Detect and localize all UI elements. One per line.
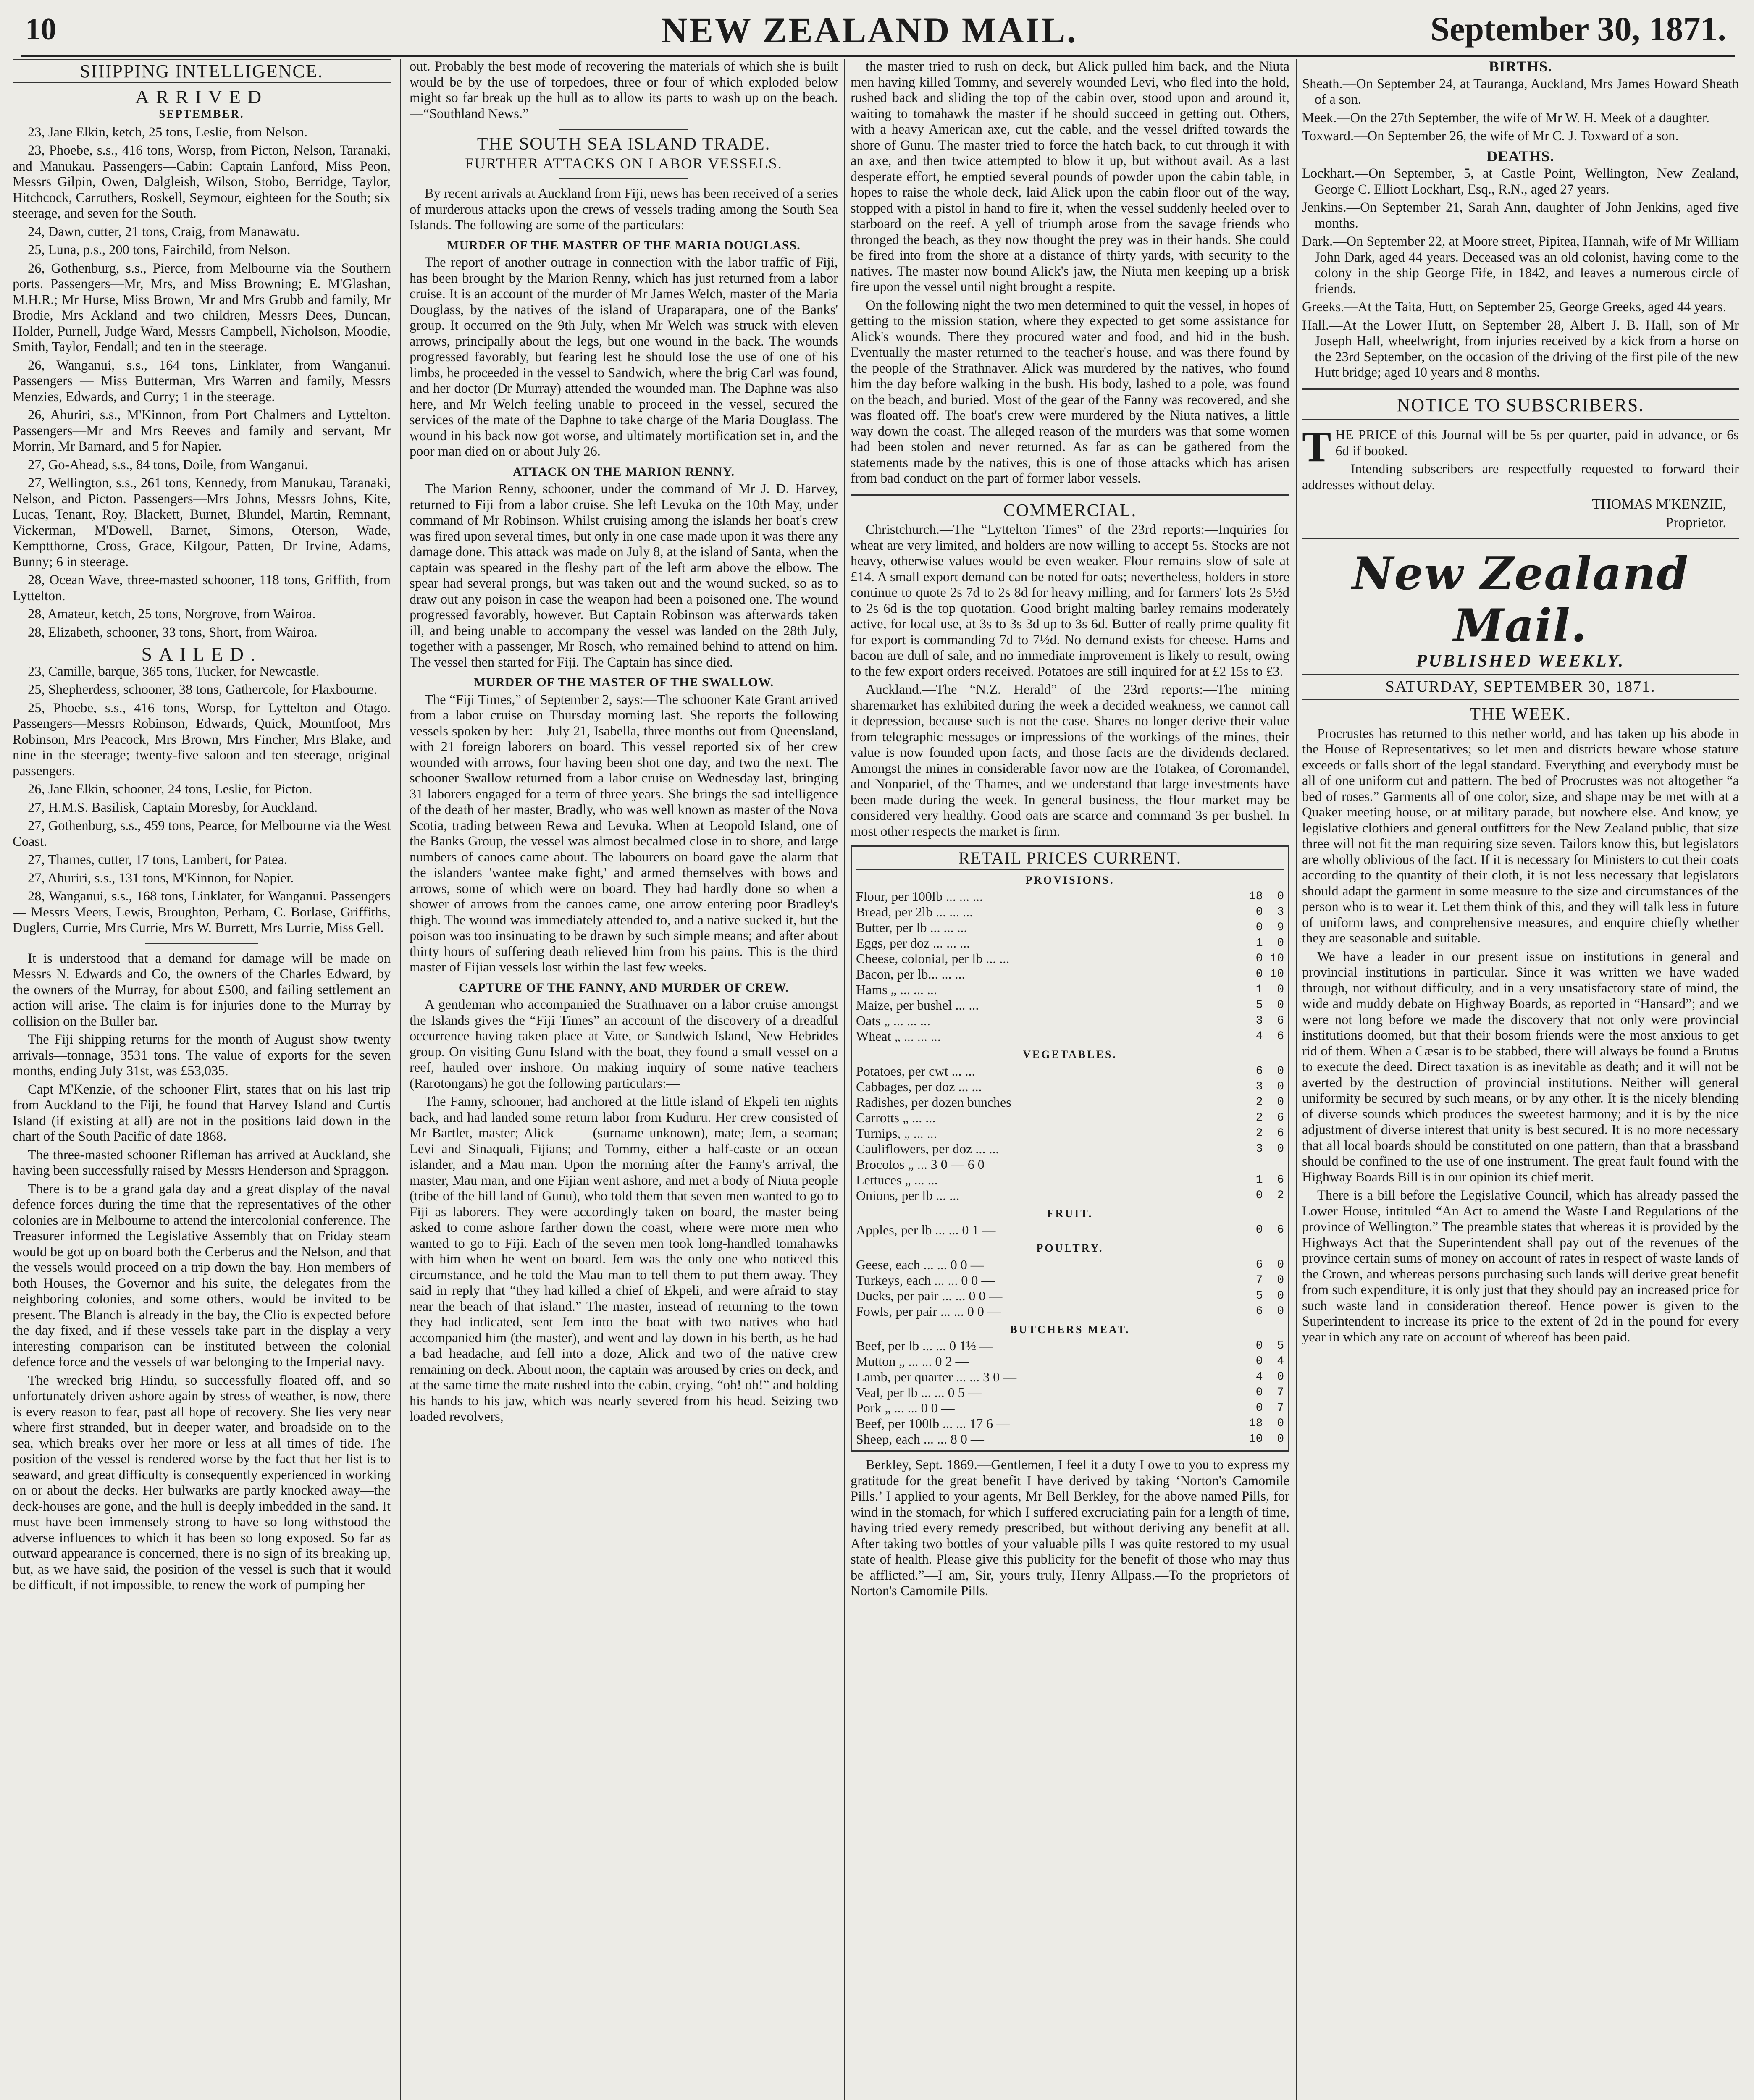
price-item: Pork „ ... ... 0 0 — (856, 1400, 955, 1415)
birth-notice: Meek.—On the 27th September, the wife of Mr W. H. Meek of a daughter. (1302, 110, 1709, 126)
article-paragraph: The Fanny, schooner, had anchored at the little island of Ekpeli ten nights back, and had landed some return labor from Kuduru. Her crew consisted of Mr Bartlet, master; Alick —— (surname unknown), mate; Jem, a seaman; Levi and Sinaquali, Fijians; and Tommy, either a half-caste or an ocean islander, and a Mau man. Upon the morning after the Fanny's arrival, the master, Mau man, and one Fijian went ashore, and met a body of Niuta people (tribe of the hill land of Gunu), who told them that seven men wanted to go to Fiji as laborers. They were accordingly taken on board, the master being asked to come ashore farther down the coast, where were more men who wanted to go to Fiji. Each of the seven men took long-handled tomahawks with him when he went on board. Jem was the only one who noticed this circumstance, and he told the Mau man to tell them to put them away. They said in reply that “they had killed a chief of Ekpeli, and were afraid to stay near the beach of that island.” The master, instead of returning to the town they had indicated, sent Jem into the boat with two natives who had accompanied him (the master), and went and lay down in his berth, as he had a bad headache, and fell into a doze, Alick and two of the native crew remaining on deck. About noon, the captain was aroused by cries on deck, and at the same time the mate rushed into the cabin, crying, “oh! oh!” and holding his hands to his jaw, which was nearly severed from his head. Seizing two loaded revolvers, (410, 1094, 838, 1424)
price-row (856, 1141, 1284, 1157)
price-value: 0 10 (1248, 968, 1284, 981)
price-row (856, 982, 1284, 998)
article-paragraph: The “Fiji Times,” of September 2, says:—The schooner Kate Grant arrived from a labor cruise on Thursday morning last. She reports the following vessels spoken by her:—July 21, Isabella, three months out from Queensland, with 21 foreign laborers on board. This vessel reported six of her crew wounded with arrows, four having been shot one day, and two the next. The schooner Swallow returned from a labor cruise on Wednesday last, bringing 31 laborers engaged for a term of three years. She brings the sad intelligence of the death of her master, Bradly, who was well known as master of the Nova Scotia, trading between Rewa and Levuka. When at Leopold Island, one of the Banks Group, the vessel was almost becalmed close in to shore, and large numbers of canoes came about. The labourers on board gave the alarm that the islanders 'wantee make fight,' and armed themselves with bows and arrows, some of which were on board. They had hardly done so when a shower of arrows from the canoes came, one arrow entering poor Bradley's thigh. The wound was immediately attended to, and a native sucked it, but the poison was too insinuating to be drawn by such simple means; and after about thirty hours of suffering death relieved him from his pains. This is the third master of Fijian vessels lost within the last few weeks. (410, 692, 838, 975)
price-row (856, 1257, 1284, 1273)
article-lead: By recent arrivals at Auckland from Fiji, news has been received of a series of murderous attacks upon the crews of vessels trading among the South Sea Islands. The following are some of the particulars:— (410, 186, 838, 233)
price-value: 10 0 (1248, 1433, 1284, 1446)
price-value: 2 6 (1248, 1111, 1284, 1124)
price-value: 5 0 (1248, 999, 1284, 1012)
price-item: Radishes, per dozen bunches (856, 1094, 1011, 1110)
price-item: Cabbages, per doz ... ... (856, 1079, 982, 1094)
price-item: Eggs, per doz ... ... ... (856, 935, 970, 950)
section-rule (851, 494, 1289, 496)
arrival-entry: 23, Phoebe, s.s., 416 tons, Worsp, from Picton, Nelson, Taranaki, and Manukau. Passengers—Cabin: Captain Lanford, Miss Peon, Messrs Gilpin, Owen, Dalgleish, Wilson, Stobo, Berridge, Taylor, Hitchcock, Carruthers, Roskell, Seymour, eighteen for the South; six steerage, and seven for the South. (13, 143, 391, 221)
article-subheading: FURTHER ATTACKS ON LABOR VESSELS. (465, 155, 782, 172)
price-category: POULTRY. (1036, 1242, 1104, 1254)
price-table-title: RETAIL PRICES CURRENT. (856, 850, 1284, 870)
price-value: 5 0 (1248, 1289, 1284, 1302)
shipping-note: The Fiji shipping returns for the month of August show twenty arrivals—tonnage, 3531 tons. The value of exports for the seven months, ending July 31st, was £53,035. (13, 1032, 391, 1079)
price-value: 2 0 (1248, 1095, 1284, 1109)
price-item: Fowls, per pair ... ... 0 0 — (856, 1303, 1001, 1319)
notice-heading: NOTICE TO SUBSCRIBERS. (1397, 394, 1644, 415)
week-paragraph: There is a bill before the Legislative Council, which has already passed the Lower House, intituled “An Act to amend the Waste Land Regulations of the province of Wellington.” The preamble states that whereas it is provided by the Highways Act that the Superintendent shall pay out of the revenues of the province certain sums of money on account of rates in respect of waste lands of the Crown, and whereas persons purchasing such lands will derive great benefit from such expenditure, it is only just that they should pay an increased price for such waste land in consideration thereof. Hence power is given to the Superintendent to increase its price to the extent of 2d in the pound for every year in which any rate on account of whereof has been paid. (1302, 1188, 1739, 1345)
price-category: BUTCHERS MEAT. (1010, 1323, 1130, 1336)
notice-text: HE PRICE of this Journal will be 5s per quarter, paid in advance, or 6s 6d if booked. (1335, 428, 1739, 459)
price-row (856, 1273, 1284, 1288)
shipping-note: It is understood that a demand for damage will be made on Messrs N. Edwards and Co, the owners of the Charles Edward, by the owners of the Murray, for about £500, and failing settlement an action will arise. The claim is for injuries done to the Murray by collision on the Buller bar. (13, 950, 391, 1029)
section-body (410, 997, 838, 1425)
page-header (21, 4, 1735, 50)
price-value: 1 6 (1248, 1173, 1284, 1186)
price-item: Sheep, each ... ... 8 0 — (856, 1431, 984, 1446)
section-subheading: MURDER OF THE MASTER OF THE MARIA DOUGLASS. (447, 238, 801, 252)
death-notice: Lockhart.—On September, 5, at Castle Point, Wellington, New Zealand, George C. Elliott Lockhart, Esq., R.N., aged 27 years. (1302, 166, 1739, 197)
price-item: Beef, per lb ... ... 0 1½ — (856, 1338, 993, 1353)
price-row (856, 966, 1284, 982)
departure-entry: 26, Jane Elkin, schooner, 24 tons, Leslie, for Picton. (28, 782, 312, 797)
masthead-title: New Zealand Mail. (1352, 547, 1689, 652)
issue-date: September 30, 1871. (1430, 10, 1726, 48)
price-value: 0 4 (1248, 1355, 1284, 1368)
price-item: Turnips, „ ... ... (856, 1125, 937, 1141)
article-paragraph: The report of another outrage in connection with the labor traffic of Fiji, has been brought by the Marion Renny, which has just returned from a labor cruise. It is an account of the murder of Mr James Welch, master of the Maria Douglass, by the natives of the island of Uraparapara, one of the Banks' group. It occurred on the 9th July, when Mr Welch was struck with eleven arrows, principally about the legs, but one wound in the back. The wounds progressed favorably, but fearing lest he should lose the use of one of his limbs, he proceeded in the vessel to Sandwich, where the brig Carl was found, and her doctor (Dr Murray) attended the wounded man. The Daphne was also here, and Mr Welch feeling unable to proceed in the vessel, secured the services of the mate of the Daphne to take charge of the Maria Douglass. The wound in his back now got worse, and ultimately mortification set in, and the poor man died on or about July 26. (410, 255, 838, 459)
price-value: 18 0 (1248, 1417, 1284, 1430)
price-value: 7 0 (1248, 1273, 1284, 1287)
week-articles (1302, 726, 1739, 1346)
article-continued (851, 59, 1289, 487)
departure-entry: 27, H.M.S. Basilisk, Captain Moresby, for Auckland. (28, 800, 318, 815)
deaths-heading: DEATHS. (1486, 147, 1554, 165)
price-item: Turkeys, each ... ... 0 0 — (856, 1272, 995, 1288)
price-row (856, 998, 1284, 1013)
price-item: Bacon, per lb... ... ... (856, 966, 965, 982)
commercial-heading: COMMERCIAL. (1003, 501, 1137, 520)
price-row (856, 1222, 1284, 1238)
price-category: PROVISIONS. (1025, 874, 1115, 886)
price-value: 6 0 (1248, 1305, 1284, 1318)
price-value: 6 0 (1248, 1064, 1284, 1078)
notice-signature-title: Proprietor. (1665, 514, 1726, 530)
article-paragraph: On the following night the two men determined to quit the vessel, in hopes of getting to the mission station, where they expected to get some assistance for Alick's wounds. There they procured water and food, and hid in the bush. Eventually the master returned to the teacher's house, and was there found by the people of the Strathnaver. Alick was murdered by the natives, who found him the day before walking in the bush. His body, lashed to a pole, was found on the beach, and buried. Most of the gear of the Fanny was recovered, and she was floated off. The boat's crew were murdered by the Niuta natives, a little way down the coast. The alleged reason of the murders was that some women had been stolen and never returned. As far as can be gathered from the statements made by the natives, this is one of those attacks which has arisen from bad conduct on the part of former labor vessels. (851, 297, 1289, 486)
section-subheading: MURDER OF THE MASTER OF THE SWALLOW. (473, 675, 774, 689)
price-item: Flour, per 100lb ... ... ... (856, 889, 983, 904)
price-item: Geese, each ... ... 0 0 — (856, 1257, 984, 1272)
price-category: FRUIT. (1047, 1207, 1093, 1220)
price-item: Lettuces „ ... ... (856, 1172, 938, 1187)
week-paragraph: Procrustes has returned to this nether world, and has taken up his abode in the House of Representatives; so let men and districts beware whose stature exceeds or falls short of the legal standard. Everything and everybody must be all of one uniform cut and pattern. The bed of Procrustes was not altogether “a bed of roses.” Garments all of one color, size, and shape may be met with at a Quaker meeting house, or at military parade, but nowhere else. And know, ye legislative clothiers and general outfitters for the New Zealand public, that size three will not fit the man requiring size seven. Tailors know this, but legislators are wholly oblivious of the fact. If it is necessary for Ministers to cut their coats according to the quantity of their cloth, it is not less necessary that legislators should adapt the garment in some measure to the size and circumstances of the person who is to wear it. Let them think of this, and they will talk less in future of uniform laws, and comprehensive measures, and enquire chiefly whether they are seasonable and suitable. (1302, 726, 1739, 946)
arrival-entry: 28, Ocean Wave, three-masted schooner, 118 tons, Griffith, from Lyttelton. (13, 572, 391, 604)
price-item: Carrotts „ ... ... (856, 1110, 936, 1125)
article-heading: THE SOUTH SEA ISLAND TRADE. (477, 134, 771, 154)
death-notice: Greeks.—At the Taita, Hutt, on September 25, George Greeks, aged 44 years. (1302, 299, 1727, 315)
price-row (856, 935, 1284, 951)
price-value: 18 0 (1248, 890, 1284, 903)
price-row (856, 951, 1284, 966)
notice-text-2: Intending subscribers are respectfully requested to forward their addresses without delay. (1302, 462, 1739, 493)
column-divider (844, 59, 845, 2100)
departure-entry: 25, Phoebe, s.s., 416 tons, Worsp, for Lyttelton and Otago. Passengers—Messrs Robinson, Edwards, Quick, Mountfoot, Mrs Robinson, Mrs Peacock, Mrs Brown, Mrs Fincher, Mrs Blake, and nine in the steerage; twenty-five saloon and ten steerage, original passengers. (13, 700, 391, 779)
column-divider (1296, 59, 1297, 2100)
header-rule (21, 55, 1735, 57)
departure-entry: 25, Shepherdess, schooner, 38 tons, Gathercole, for Flaxbourne. (28, 682, 377, 697)
departure-entry: 27, Gothenburg, s.s., 459 tons, Pearce, for Melbourne via the West Coast. (13, 818, 391, 849)
birth-notice: Toxward.—On September 26, the wife of Mr C. J. Toxward of a son. (1302, 129, 1679, 144)
price-row (856, 1400, 1284, 1416)
commercial-reports (851, 522, 1289, 840)
arrival-entry: 25, Luna, p.s., 200 tons, Fairchild, from Nelson. (28, 242, 291, 257)
price-item: Oats „ ... ... ... (856, 1013, 930, 1028)
arrived-heading: ARRIVED (135, 86, 268, 108)
arrival-entry: 26, Gothenburg, s.s., Pierce, from Melbourne via the Southern ports. Passengers—Mr, Mrs, and Miss Browning; E. M'Glashan, M.H.R.; Mr Hurse, Miss Brown, Mr and Mrs Grubb and family, Mr Brodie, Mrs Ackland and two children, Messrs Dees, Duncan, Holder, Purnell, Judge Ward, Messrs Campbell, Nicholson, Moodie, Smith, Taylor, Fendall; and ten in the steerage. (13, 260, 391, 354)
article-paragraph: A gentleman who accompanied the Strathnaver on a labor cruise amongst the Islands gives the “Fiji Times” an account of the discovery of a dreadful occurrence having taken place at Vate, or Sandwich Island, New Hebrides group. On visiting Gunu Island with the boat, they found a small vessel on a reef, hauled over inshore. On making inquiry of some native teachers (Rarotongans) he got the following particulars:— (410, 997, 838, 1091)
shipping-note: There is to be a grand gala day and a great display of the naval defence forces during the time that the representatives of the other colonies are in Melbourne to attend the intercolonial conference. The Treasurer informed the Legislative Assembly that on Friday steam would be got up on board both the Cerberus and the Nelson, and that the vessels would proceed on a trip down the bay. Hon members of both Houses, the Governor and his suite, the delegates from the neighboring colonies, and some others, would be invited to be present. The Blanch is already in the bay, the Clio is expected before the day fixed, and if these vessels take part in the display a very interesting comparison can be instituted between the colonial defence force and the vessels of war belonging to the Imperial navy. (13, 1181, 391, 1370)
price-item: Ducks, per pair ... ... 0 0 — (856, 1288, 1003, 1303)
masthead-subtitle: PUBLISHED WEEKLY. (1416, 651, 1625, 671)
article-paragraph: the master tried to rush on deck, but Alick pulled him back, and the Niuta men having killed Tommy, and severely wounded Levi, who fled into the hold, rushed back and sliding the top of the cabin over, stood upon and around it, waiting to tomahawk the master if he should succeed in getting out. Others, with a heavy American axe, cut the cable, and the vessel drifted towards the shore of Gunu. The master tried to force the hatch back, to cut through it with an axe, and then twice attempted to blow it up, but without avail. As a last desperate effort, he emptied several pounds of powder upon the cabin table, in hopes to raise the whole deck, laid Alick upon the cabin floor out of the way, stopped with a pistol in hand to fire it, when the vessel suddenly heeled over to starboard on the reef. A yell of triumph arose from the savage friends who thronged the beach, as they now thought the prey was in their hands. She could be fired into from the shore at a distance of thirty yards, with security to the natives. The master now bound Alick's jaw, the Niuta men keeping up a brisk fire upon the vessel until night brought a respite. (851, 59, 1289, 294)
births-list (1302, 76, 1739, 144)
page-number: 10 (25, 12, 56, 47)
section-body (410, 255, 838, 460)
price-row (856, 904, 1284, 920)
section-rule (559, 178, 688, 179)
price-item: Bread, per 2lb ... ... ... (856, 904, 973, 919)
price-value: 0 9 (1248, 921, 1284, 934)
shipping-heading: SHIPPING INTELLIGENCE. (13, 59, 391, 83)
arrival-entry: 28, Elizabeth, schooner, 33 tons, Short, from Wairoa. (28, 625, 318, 640)
price-row (856, 1095, 1284, 1110)
notice-signature-name: THOMAS M'KENZIE, (1592, 496, 1726, 512)
price-value: 0 2 (1248, 1189, 1284, 1202)
price-row (856, 889, 1284, 904)
price-row (856, 1013, 1284, 1029)
price-row (856, 1385, 1284, 1400)
price-value: 1 0 (1248, 983, 1284, 996)
price-value: 0 7 (1248, 1386, 1284, 1399)
section-rule (1302, 538, 1739, 539)
birth-notice: Sheath.—On September 24, at Tauranga, Auckland, Mrs James Howard Sheath of a son. (1302, 76, 1739, 107)
column-shipping (13, 59, 391, 2100)
section-body (410, 481, 838, 670)
price-row (856, 920, 1284, 935)
births-heading: BIRTHS. (1489, 59, 1552, 75)
price-item: Potatoes, per cwt ... ... (856, 1063, 975, 1079)
death-notice: Dark.—On September 22, at Moore street, Pipitea, Hannah, wife of Mr William John Dark, aged 44 years. Deceased was an old colonist, having come to the colony in the ship George Fife, in 1842, and leaves a numerous circle of friends. (1302, 234, 1739, 297)
price-item: Cheese, colonial, per lb ... ... (856, 951, 1010, 966)
arrived-month: SEPTEMBER. (159, 108, 244, 120)
commercial-report: Auckland.—The “N.Z. Herald” of the 23rd reports:—The mining sharemarket has exhibited during the week a decided weakness, we cannot call it depression, because such is not the case. Shares no longer derive their value from telegraphic messages or impressions of the workings of the mines, their value is now founded upon facts, and those facts are the dividends declared. Amongst the mines in considerable favor now are the Totakea, of Coromandel, and Nonpariel, of the Thames, and we understand that large investments have been made during the week. In general business, the flour market may be considered very healthy. Good oats are scarce and command 3s per bushel. In most other respects the market is firm. (851, 682, 1289, 839)
arrival-entry: 26, Ahuriri, s.s., M'Kinnon, from Port Chalmers and Lyttelton. Passengers—Mr and Mrs Reeves and family and servant, Mr Morrin, Mr Barnard, and 5 for Napier. (13, 407, 391, 454)
commercial-report: Christchurch.—The “Lyttelton Times” of the 23rd reports:—Inquiries for wheat are very limited, and holders are now willing to accept 5s. Stocks are not heavy, otherwise values would be even weaker. Flour remains slow of sale at £14. A small export demand can be noted for oats; nevertheless, holders in store continue to quote 2s 7d to 2s 8d for heavy milling, and for farmers' lots 2s 5½d to 2s 6d is the top quotation. Good bright malting barley remains moderately active, for local use, at 3s to 3s 3d up to 3s 6d. Butter of really prime quality fit for export is commanding 7d to 7½d. No demand exists for cheese. Hams and bacon are dull of sale, and no immediate improvement is likely to result, owing to the few export orders received. Potatoes are still inquired for at £2 15s to £3. (851, 522, 1289, 679)
price-value: 3 0 (1248, 1142, 1284, 1155)
column-commercial (851, 59, 1289, 2100)
week-heading: THE WEEK. (1470, 705, 1571, 724)
price-value: 0 5 (1248, 1339, 1284, 1352)
departure-entry: 23, Camille, barque, 365 tons, Tucker, for Newcastle. (28, 664, 320, 679)
death-notice: Hall.—At the Lower Hutt, on September 28, Albert J. B. Hall, son of Mr Joseph Hall, wheelwright, from injuries received by a kick from a horse on the 23rd September, on the occasion of the driving of the first pile of the new Hutt bridge; aged 10 years and 8 months. (1302, 318, 1739, 380)
price-item: Apples, per lb ... ... 0 1 — (856, 1222, 996, 1237)
price-item: Wheat „ ... ... ... (856, 1029, 941, 1044)
price-value: 0 6 (1248, 1223, 1284, 1236)
price-table-body (856, 872, 1284, 1447)
price-row (856, 1029, 1284, 1044)
notice-body (1302, 423, 1739, 530)
advertisement-testimonial: Berkley, Sept. 1869.—Gentlemen, I feel it a duty I owe to you to express my gratitude for the great benefit I have derived by taking ‘Norton's Camomile Pills.’ I applied to your agents, Mr Bell Berkley, for the above named Pills, for wind in the stomach, for which I suffered excruciating pain for a length of time, having tried every remedy prescribed, but without deriving any benefit at all. After taking two bottles of your valuable pills I was quite restored to my usual state of health. Please give this publicity for the benefit of those who may thus be afflicted.”—I am, Sir, yours truly, Henry Allpass.—To the proprietors of Norton's Camomile Pills. (851, 1457, 1289, 1599)
shipping-note: The wrecked brig Hindu, so successfully floated off, and so unfortunately driven ashore again by stress of weather, is now, there is every reason to fear, past all hope of recovery. She lies very near where first stranded, but in deeper water, and broadside on to the sea, which breaks over her more or less at all times of tide. The position of the vessel is rendered worse by the fact that her list is to seaward, and great difficulty is consequently experienced in working on or about the decks. Her bulwarks are partly knocked away—the deck-houses are gone, and the hull is deeply imbedded in the sand. It must have been immensely strong to have so long withstood the adverse influences to which it has been so long exposed. So far as outward appearance is concerned, there is no sign of its breaking up, but, as we have said, the position of the vessel is such that it would be difficult, if not impossible, to renew the work of pumping her (13, 1373, 391, 1593)
section-subheading: ATTACK ON THE MARION RENNY. (512, 465, 735, 479)
departure-entry: 28, Wanganui, s.s., 168 tons, Linklater, for Wanganui. Passengers — Messrs Meers, Lewis, Broughton, Perham, C. Borlase, Griffiths, Duglers, Currie, Mrs Currie, Mrs W. Burrett, Mrs Lurrie, Miss Gell. (13, 889, 391, 935)
price-row (856, 1110, 1284, 1126)
price-value: 0 3 (1248, 906, 1284, 919)
continued-paragraph: out. Probably the best mode of recovering the materials of which she is built would be by the use of torpedoes, three or four of which exploded below might so far break up the hull as to allow its parts to wash up on the beach.—“Southland News.” (410, 59, 838, 121)
price-value: 3 0 (1248, 1080, 1284, 1093)
column-south-sea (410, 59, 838, 2100)
price-row (856, 1304, 1284, 1319)
section-rule (1302, 388, 1739, 390)
shipping-notes (13, 951, 391, 1593)
price-row (856, 1063, 1284, 1079)
price-value: 0 7 (1248, 1402, 1284, 1415)
price-value (1175, 1157, 1284, 1172)
arrival-entry: 27, Go-Ahead, s.s., 84 tons, Doile, from Wanganui. (28, 457, 308, 472)
price-category: VEGETABLES. (1023, 1048, 1117, 1060)
price-row (856, 1079, 1284, 1095)
departure-entry: 27, Thames, cutter, 17 tons, Lambert, for Patea. (28, 852, 288, 867)
price-item: Maize, per bushel ... ... (856, 998, 979, 1013)
price-value: 4 0 (1248, 1370, 1284, 1383)
arrival-entry: 26, Wanganui, s.s., 164 tons, Linklater, from Wanganui. Passengers — Miss Butterman, Mrs Warren and family, Messrs Menzies, Edwards, and Curry; 1 in the steerage. (13, 357, 391, 404)
price-row (856, 1126, 1284, 1141)
price-row (856, 1431, 1284, 1447)
price-item: Butter, per lb ... ... ... (856, 920, 967, 935)
price-value: 1 0 (1248, 937, 1284, 950)
price-value: 0 10 (1248, 952, 1284, 965)
section-rule (145, 943, 258, 944)
newspaper-title: NEW ZEALAND MAIL. (661, 10, 1078, 50)
sailed-heading: SAILED. (141, 643, 262, 665)
price-row (856, 1354, 1284, 1369)
price-row (856, 1416, 1284, 1431)
price-row (856, 1369, 1284, 1385)
price-item: Beef, per 100lb ... ... 17 6 — (856, 1416, 1010, 1431)
arrival-entry: 28, Amateur, ketch, 25 tons, Norgrove, from Wairoa. (28, 606, 316, 622)
price-item: Brocolos „ ... 3 0 — 6 0 (856, 1156, 985, 1172)
section-rule (559, 129, 688, 130)
article-paragraph: The Marion Renny, schooner, under the command of Mr J. D. Harvey, returned to Fiji from a labor cruise. She left Levuka on the 10th May, under command of Mr Robinson. Whilst cruising among the islands her boat's crew was fired upon several times, but only in one case made upon it was there any damage done. This attack was made on July 8, at the island of Santa, when the captain was speared in the fleshy part of the left arm above the elbow. The spear had several prongs, but was taken out and the wound sucked, so as to draw out any poison in case the weapon had been a poisoned one. The wound progressed favorably, however. But Captain Robinson was afterwards taken ill, and being unable to accompany the vessel was landed on the 28th July, together with a passenger, Mr Rosch, who remained behind to attend on him. The vessel then started for Fiji. The Captain has since died. (410, 481, 838, 670)
section-body (410, 692, 838, 976)
masthead-date: SATURDAY, SEPTEMBER 30, 1871. (1302, 674, 1739, 701)
arrived-list (13, 125, 391, 641)
price-item: Hams „ ... ... ... (856, 982, 937, 997)
price-value: 2 6 (1248, 1126, 1284, 1140)
shipping-note: The three-masted schooner Rifleman has arrived at Auckland, she having been successfully raised by Messrs Henderson and Spraggon. (13, 1147, 391, 1178)
column-notices (1302, 59, 1739, 2100)
arrival-entry: 23, Jane Elkin, ketch, 25 tons, Leslie, from Nelson. (28, 124, 308, 140)
section-rule (1302, 419, 1739, 420)
price-item: Cauliflowers, per doz ... ... (856, 1141, 999, 1156)
price-item: Veal, per lb ... ... 0 5 — (856, 1385, 982, 1400)
price-row (856, 1338, 1284, 1354)
price-row (856, 1188, 1284, 1203)
shipping-note: Capt M'Kenzie, of the schooner Flirt, states that on his last trip from Auckland to the Fiji, he found that Harvey Island and Curtis Island (if existing at all) are not in the positions laid down in the chart of the South Pacific of date 1868. (13, 1082, 391, 1144)
price-row (856, 1172, 1284, 1188)
arrival-entry: 27, Wellington, s.s., 261 tons, Kennedy, from Manukau, Taranaki, Nelson, and Picton. Passengers—Mrs Johns, Messrs Johns, Kite, Lucas, Tenant, Roy, Blackett, Burnet, Blundel, Martin, Remnant, Vickerman, M'Dowell, Barnet, Simons, Oterson, Wade, Kemptthorne, Cross, Grace, Kilgour, Patten, Dr Irvine, Adams, Bunny; 6 in steerage. (13, 475, 391, 570)
price-item: Mutton „ ... ... 0 2 — (856, 1354, 969, 1369)
price-row (856, 1157, 1284, 1172)
departure-entry: 27, Ahuriri, s.s., 131 tons, M'Kinnon, for Napier. (28, 870, 294, 886)
price-value: 6 0 (1248, 1258, 1284, 1271)
column-divider (400, 59, 401, 2100)
price-value: 4 6 (1248, 1030, 1284, 1043)
price-row (856, 1288, 1284, 1304)
drop-cap: T (1302, 423, 1331, 471)
section-subheading: CAPTURE OF THE FANNY, AND MURDER OF CREW. (458, 980, 789, 995)
arrival-entry: 24, Dawn, cutter, 21 tons, Craig, from Manawatu. (28, 224, 300, 239)
death-notice: Jenkins.—On September 21, Sarah Ann, daughter of John Jenkins, aged five months. (1302, 200, 1739, 231)
deaths-list (1302, 166, 1739, 381)
price-item: Lamb, per quarter ... ... 3 0 — (856, 1369, 1017, 1384)
sailed-list (13, 664, 391, 936)
price-value: 3 6 (1248, 1014, 1284, 1027)
price-table (851, 845, 1289, 1452)
week-paragraph: We have a leader in our present issue on institutions in general and provincial institutions in particular. Since it was written we have waded through, not without difficulty, and in a very unsatisfactory state of mind, the wide and muddy debate on Highway Boards, as reported in “Hansard”; and we were not long before we made the discovery that not only were provincial institutions doomed, but that their bosom friends were the most anxious to get rid of them. When a Cæsar is to be stabbed, there will always be found a Brutus to execute the deed. Direct taxation is as inevitable as death; and it will not be averted by the destruction of provincial institutions. Neither will general uniformity be secured by such means, or by any other. It is the nicely blending of diverse sounds which produces the sweetest harmony; and it is by the nice adjustment of diverse interest that unity is best secured. It is no more necessary that all local boards should be constituted on one pattern, than that a brassband should be confined to the use of one instrument. The great fault found with the Highway Boards Bill is in our opinion its chief merit. (1302, 949, 1739, 1185)
price-item: Onions, per lb ... ... (856, 1187, 960, 1203)
